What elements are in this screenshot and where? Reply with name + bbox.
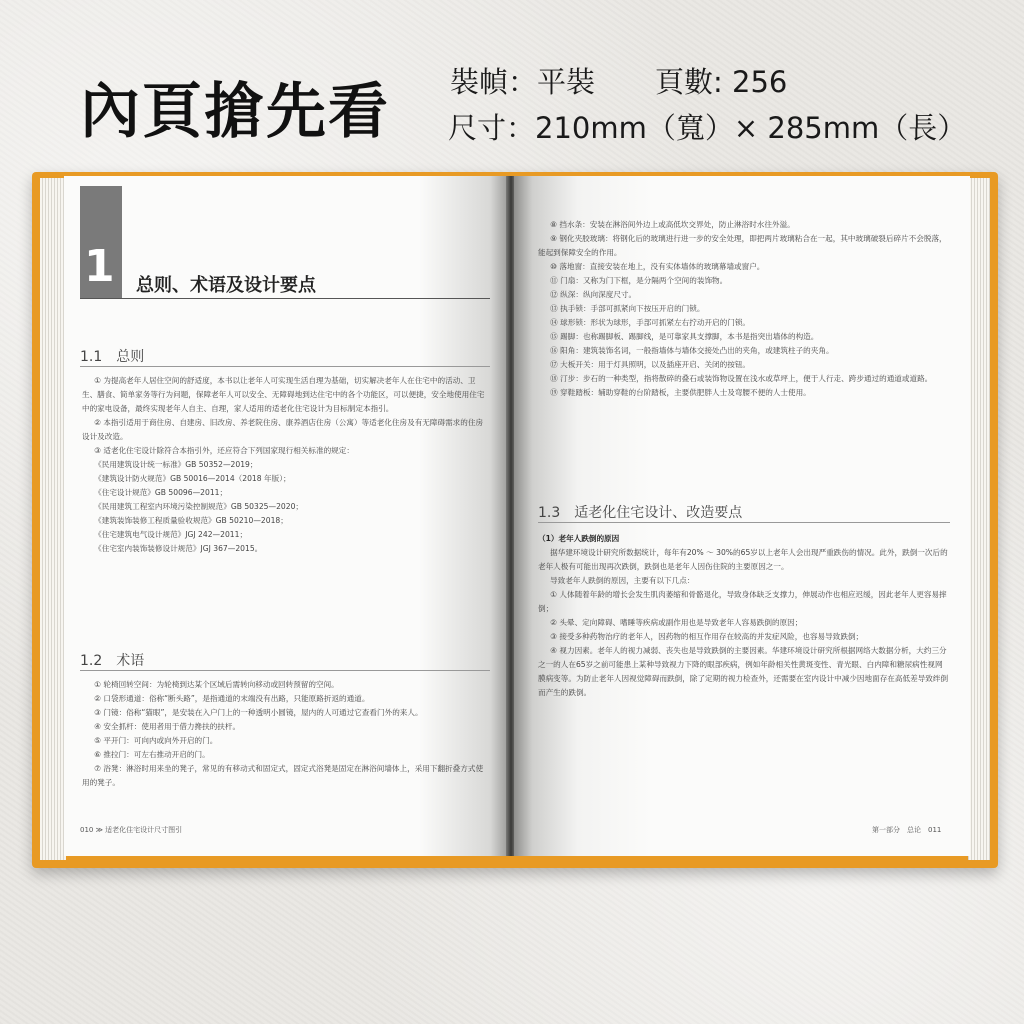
term-item: ⑬ 执手锁：手部可抓紧向下按压开启的门锁。 bbox=[550, 304, 705, 313]
term-item: ④ 安全抓杆：使用者用于借力搀扶的扶杆。 bbox=[94, 722, 241, 731]
paragraph: ① 为提高老年人居住空间的舒适度，本书以让老年人可实现生活自理为基础，切实解决老年人在住宅中的活动、卫生、膳食、简单家务等行为问题，保障老年人可以安全、无障碍地到达住宅中的各个功能区，可以便捷，安全地使用住宅中的家电设备，最终实现老年人自主、自理，家人适用的适老化住宅设计为目标制定本指引。 bbox=[82, 376, 485, 413]
chapter-number: 1 bbox=[84, 241, 115, 292]
term-item: ⑮ 踢脚：也称踢脚板、踢脚线，是可靠家具支撑脚，本书是指突出墙体的构造。 bbox=[550, 332, 819, 341]
reference-item: 《住宅室内装饰装修设计规范》JGJ 367—2015。 bbox=[94, 544, 263, 553]
specs-row-1 bbox=[450, 60, 966, 106]
reference-item: 《住宅设计规范》GB 50096—2011； bbox=[94, 488, 228, 497]
paragraph: ③ 适老化住宅设计除符合本指引外，还应符合下列国家现行相关标准的规定： bbox=[94, 446, 354, 455]
term-item: ⑯ 阳角：建筑装饰名词，一般指墙体与墙体交接处凸出的夹角，或建筑柱子的夹角。 bbox=[550, 346, 834, 355]
term-item: ⑦ 浴凳：淋浴时用来坐的凳子，常见的有移动式和固定式，固定式浴凳是固定在淋浴间墙体上，采用下翻折叠方式使用的凳子。 bbox=[82, 764, 484, 787]
term-item: ⑭ 球形锁：形状为球形，手部可抓紧左右拧动开启的门锁。 bbox=[550, 318, 751, 327]
specs-row-2 bbox=[448, 106, 966, 152]
page-count-label: 頁數: 256 bbox=[655, 65, 788, 99]
section-1-1-body bbox=[82, 374, 490, 556]
paragraph: ② 本指引适用于商住房、自建房、旧改房、养老院住房、康养酒店住房（公寓）等适老化住房及有无障碍需求的住房设计及改造。 bbox=[82, 418, 484, 441]
right-page bbox=[514, 176, 970, 856]
page-edges-right bbox=[968, 178, 990, 860]
term-item: ⑲ 穿鞋踏板：辅助穿鞋的台阶踏板，主要供肥胖人士及弯腰不便的人士使用。 bbox=[550, 388, 811, 397]
term-item: ⑱ 汀步：步石的一种类型，指将散碎的叠石或装饰物设置在浅水或草坪上，便于人行走、跨步通过的通道或道路。 bbox=[550, 374, 933, 383]
page-footer-left: 010 ≫ 适老化住宅设计尺寸图引 bbox=[80, 826, 183, 834]
chapter-rule bbox=[80, 298, 490, 299]
section-1-2-title: 1.2 术语 bbox=[80, 653, 145, 669]
section-divider bbox=[80, 670, 490, 671]
paragraph: ③ 接受多种药物治疗的老年人，因药物的相互作用存在较高的并发症风险，也容易导致跌倒； bbox=[550, 632, 864, 641]
term-item: ⑨ 钢化夹胶玻璃：将钢化后的玻璃进行进一步的安全处理，即把两片玻璃粘合在一起，其中玻璃破裂后碎片不会脱落，能起到保障安全的作用。 bbox=[538, 234, 947, 257]
section-divider bbox=[538, 522, 950, 523]
section-1-2-body bbox=[82, 678, 490, 790]
term-item: ⑥ 推拉门：可左右推动开启的门。 bbox=[94, 750, 210, 759]
term-item: ① 轮椅回转空间：为轮椅到达某个区域后需转向移动或回转预留的空间。 bbox=[94, 680, 339, 689]
paragraph: 导致老年人跌倒的原因，主要有以下几点： bbox=[550, 576, 695, 585]
term-item: ③ 门镜：俗称“猫眼”，是安装在入户门上的一种透明小圆镜，屋内的人可通过它查看门外的来人。 bbox=[94, 708, 423, 717]
terms-continued bbox=[538, 218, 950, 400]
reference-item: 《住宅建筑电气设计规范》JGJ 242—2011； bbox=[94, 530, 248, 539]
term-item: ⑩ 落地窗：直接安装在地上，没有实体墙体的玻璃幕墙或窗户。 bbox=[550, 262, 765, 271]
paragraph: ④ 视力因素。老年人的视力减弱、丧失也是导致跌倒的主要因素。华建环境设计研究所根据网络大数据分析，大约三分之一的人在65岁之前可能患上某种导致视力下降的眼部疾病，例如年龄相关性黄斑变性、青光眼、白内障和糖尿病性视网膜病变等。为防止老年人因视觉障碍而跌倒，除了定期的视力检查外，还需要在室内设计中减少因地面存在高低差导致绊倒而产生的跌倒。 bbox=[538, 646, 949, 697]
section-1-3-body bbox=[538, 532, 950, 700]
section-1-3-title: 1.3 适老化住宅设计、改造要点 bbox=[538, 505, 743, 521]
left-page bbox=[64, 176, 508, 856]
reference-item: 《建筑设计防火规范》GB 50016—2014（2018 年版）； bbox=[94, 474, 291, 483]
term-item: ⑪ 门扇：又称为门下框，是分隔两个空间的装饰物。 bbox=[550, 276, 728, 285]
paragraph: 据华建环境设计研究所数据统计，每年有20% ～ 30%的65岁以上老年人会出现严重跌伤的情况。此外，跌倒一次后的老年人极有可能出现再次跌倒，跌倒也是老年人因伤住院的主要原因之一。 bbox=[538, 548, 948, 571]
paragraph: ② 头晕、定向障碍、嗜睡等疾病或副作用也是导致老年人容易跌倒的原因； bbox=[550, 618, 803, 627]
term-item: ⑫ 纵深：纵向深度尺寸。 bbox=[550, 290, 637, 299]
section-divider bbox=[80, 366, 490, 367]
section-1-1-title: 1.1 总则 bbox=[80, 349, 145, 365]
term-item: ⑤ 平开门：可向内或向外开启的门。 bbox=[94, 736, 218, 745]
term-item: ⑰ 大板开关：用于灯具照明，以及插座开启、关闭的按钮。 bbox=[550, 360, 751, 369]
subsection-title: （1）老年人跌倒的原因 bbox=[538, 534, 620, 543]
size-label: 尺寸：210mm（寬）× 285mm（長） bbox=[448, 111, 967, 145]
reference-item: 《民用建筑设计统一标准》GB 50352—2019； bbox=[94, 460, 258, 469]
reference-item: 《建筑装饰装修工程质量验收规范》GB 50210—2018； bbox=[94, 516, 288, 525]
binding-label: 裝幀：平裝 bbox=[450, 65, 596, 99]
chapter-title: 总则、术语及设计要点 bbox=[136, 275, 316, 296]
term-item: ⑧ 挡水条：安装在淋浴间外边上或高低坎交界处，防止淋浴时水往外溢。 bbox=[550, 220, 795, 229]
term-item: ② 口袋形通道：俗称“断头路”，是指通道的末端没有出路，只能原路折返的通道。 bbox=[94, 694, 370, 703]
reference-item: 《民用建筑工程室内环境污染控制规范》GB 50325—2020； bbox=[94, 502, 304, 511]
page-heading: 內頁搶先看 bbox=[80, 77, 390, 147]
book-specs bbox=[450, 60, 966, 152]
page-edges-left bbox=[40, 178, 66, 860]
paragraph: ① 人体随着年龄的增长会发生肌肉萎缩和骨骼退化，导致身体缺乏支撑力，伸展动作也相应迟缓，因此老年人更容易摔倒； bbox=[538, 590, 947, 613]
page-footer-right: 第一部分 总论 011 bbox=[872, 826, 942, 834]
